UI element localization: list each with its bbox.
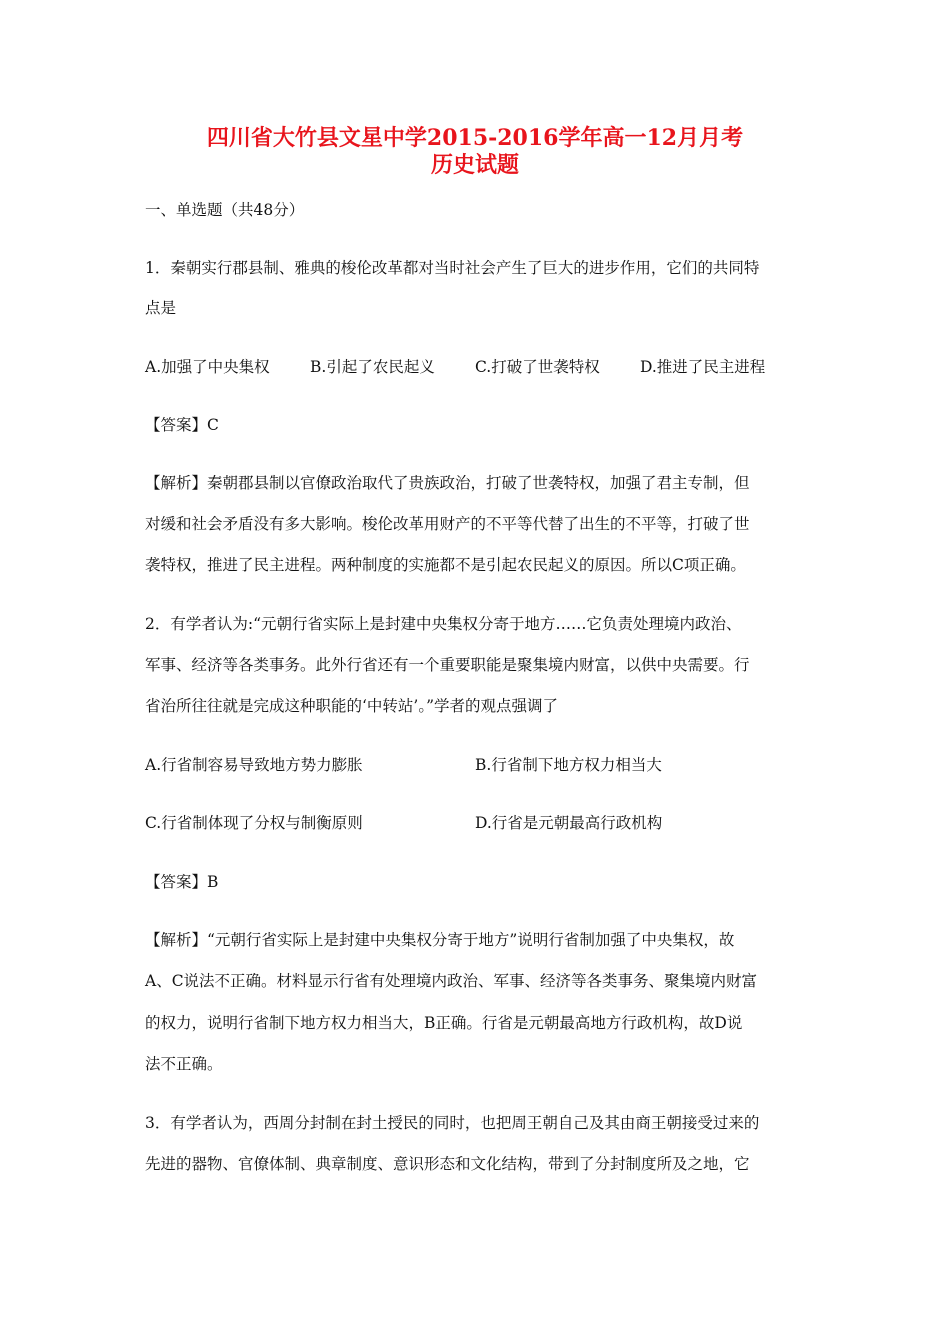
q2-analysis-line3: 的权力，说明行省制下地方权力相当大，B正确。行省是元朝最高地方行政机构，故D说 [145,1014,743,1032]
q1-option-d: D.推进了民主进程 [640,358,766,376]
q2-stem-line2: 军事、经济等各类事务。此外行省还有一个重要职能是聚集境内财富，以供中央需要。行 [145,656,750,674]
q2-answer: 【答案】B [145,873,219,891]
q3-stem-line2: 先进的器物、官僚体制、典章制度、意识形态和文化结构，带到了分封制度所及之地，它 [145,1155,750,1173]
q2-analysis-line4: 法不正确。 [145,1055,223,1073]
q1-analysis-line1: 【解析】秦朝郡县制以官僚政治取代了贵族政治，打破了世袭特权，加强了君主专制，但 [145,474,750,492]
q2-option-a: A.行省制容易导致地方势力膨胀 [145,756,363,774]
q1-option-a: A.加强了中央集权 [145,358,270,376]
q1-answer: 【答案】C [145,416,219,434]
q2-stem-line3: 省治所往往就是完成这种职能的‘中转站’。”学者的观点强调了 [145,697,559,715]
document-title-line1: 四川省大竹县文星中学2015-2016学年高一12月月考 [206,125,744,151]
q2-analysis-line2: A、C说法不正确。材料显示行省有处理境内政治、军事、经济等各类事务、聚集境内财富 [145,972,758,990]
q2-stem-line1: 2．有学者认为:“元朝行省实际上是封建中央集权分寄于地方……它负责处理境内政治、 [145,615,742,633]
q2-option-b: B.行省制下地方权力相当大 [475,756,662,774]
q2-option-c: C.行省制体现了分权与制衡原则 [145,814,363,832]
document-title-line2: 历史试题 [430,152,519,178]
q1-stem-line1: 1．秦朝实行郡县制、雅典的梭伦改革都对当时社会产生了巨大的进步作用，它们的共同特 [145,259,760,277]
q1-analysis-line2: 对缓和社会矛盾没有多大影响。梭伦改革用财产的不平等代替了出生的不平等，打破了世 [145,515,750,533]
section-heading: 一、单选题（共48分） [145,201,305,219]
q3-stem-line1: 3．有学者认为，西周分封制在封土授民的同时，也把周王朝自己及其由商王朝接受过来的 [145,1114,760,1132]
q2-analysis-line1: 【解析】“元朝行省实际上是封建中央集权分寄于地方”说明行省制加强了中央集权，故 [145,931,735,949]
q1-analysis-line3: 袭特权，推进了民主进程。两种制度的实施都不是引起农民起义的原因。所以C项正确。 [145,556,746,574]
q1-option-b: B.引起了农民起义 [310,358,435,376]
q1-option-c: C.打破了世袭特权 [475,358,600,376]
q1-stem-line2: 点是 [145,299,177,317]
q2-option-d: D.行省是元朝最高行政机构 [475,814,663,832]
